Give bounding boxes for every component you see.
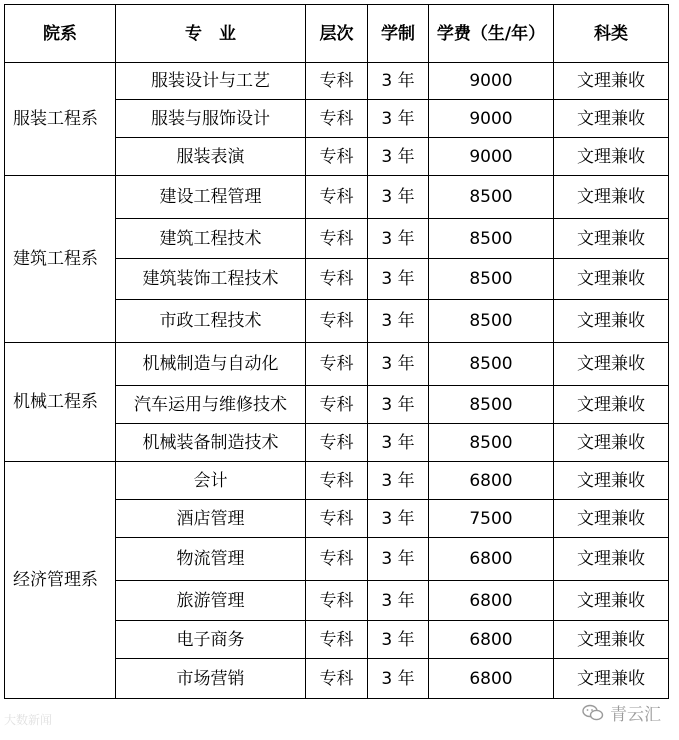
duration-cell: 3 年	[368, 259, 429, 300]
duration-cell: 3 年	[368, 424, 429, 462]
category-cell: 文理兼收	[554, 500, 669, 538]
header-duration: 学制	[368, 5, 429, 63]
level-cell: 专科	[306, 343, 368, 386]
tuition-cell: 6800	[429, 621, 554, 659]
category-cell: 文理兼收	[554, 63, 669, 100]
category-cell: 文理兼收	[554, 386, 669, 424]
category-cell: 文理兼收	[554, 100, 669, 138]
table-row	[5, 462, 669, 500]
major-cell: 机械制造与自动化	[116, 343, 306, 386]
level-cell: 专科	[306, 176, 368, 219]
category-cell: 文理兼收	[554, 138, 669, 176]
major-cell: 电子商务	[116, 621, 306, 659]
duration-cell: 3 年	[368, 386, 429, 424]
category-cell: 文理兼收	[554, 462, 669, 500]
header-level: 层次	[306, 5, 368, 63]
major-cell: 市政工程技术	[116, 300, 306, 343]
watermark-left: 大数新闻	[4, 713, 53, 727]
tuition-cell: 8500	[429, 424, 554, 462]
tuition-cell: 8500	[429, 386, 554, 424]
category-cell: 文理兼收	[554, 300, 669, 343]
category-cell: 文理兼收	[554, 581, 669, 621]
major-cell: 旅游管理	[116, 581, 306, 621]
duration-cell: 3 年	[368, 462, 429, 500]
tuition-cell: 8500	[429, 300, 554, 343]
category-cell: 文理兼收	[554, 538, 669, 581]
level-cell: 专科	[306, 300, 368, 343]
major-cell: 物流管理	[116, 538, 306, 581]
duration-cell: 3 年	[368, 176, 429, 219]
tuition-cell: 8500	[429, 176, 554, 219]
tuition-table	[4, 4, 669, 699]
major-cell: 汽车运用与维修技术	[116, 386, 306, 424]
table-body	[5, 63, 669, 699]
major-cell: 机械装备制造技术	[116, 424, 306, 462]
level-cell: 专科	[306, 621, 368, 659]
major-cell: 服装设计与工艺	[116, 63, 306, 100]
watermark-right	[582, 700, 661, 725]
duration-cell: 3 年	[368, 300, 429, 343]
duration-cell: 3 年	[368, 138, 429, 176]
header-department: 院系	[5, 5, 116, 63]
category-cell: 文理兼收	[554, 424, 669, 462]
duration-cell: 3 年	[368, 500, 429, 538]
major-cell: 建筑装饰工程技术	[116, 259, 306, 300]
category-cell: 文理兼收	[554, 259, 669, 300]
header-major: 专 业	[116, 5, 306, 63]
header-category: 科类	[554, 5, 669, 63]
category-cell: 文理兼收	[554, 659, 669, 699]
table-row	[5, 63, 669, 100]
level-cell: 专科	[306, 500, 368, 538]
level-cell: 专科	[306, 386, 368, 424]
duration-cell: 3 年	[368, 581, 429, 621]
table-row	[5, 343, 669, 386]
department-cell: 服装工程系	[5, 63, 116, 176]
major-cell: 服装与服饰设计	[116, 100, 306, 138]
level-cell: 专科	[306, 462, 368, 500]
watermark-right-text: 青云汇	[610, 705, 661, 725]
tuition-cell: 9000	[429, 63, 554, 100]
duration-cell: 3 年	[368, 219, 429, 259]
tuition-cell: 6800	[429, 659, 554, 699]
tuition-cell: 9000	[429, 138, 554, 176]
level-cell: 专科	[306, 138, 368, 176]
tuition-cell: 9000	[429, 100, 554, 138]
level-cell: 专科	[306, 259, 368, 300]
level-cell: 专科	[306, 100, 368, 138]
tuition-cell: 6800	[429, 538, 554, 581]
category-cell: 文理兼收	[554, 621, 669, 659]
department-cell: 建筑工程系	[5, 176, 116, 343]
level-cell: 专科	[306, 659, 368, 699]
duration-cell: 3 年	[368, 659, 429, 699]
level-cell: 专科	[306, 538, 368, 581]
department-cell: 经济管理系	[5, 462, 116, 699]
tuition-cell: 8500	[429, 219, 554, 259]
level-cell: 专科	[306, 581, 368, 621]
major-cell: 建筑工程技术	[116, 219, 306, 259]
duration-cell: 3 年	[368, 621, 429, 659]
duration-cell: 3 年	[368, 538, 429, 581]
header-tuition: 学费（生/年）	[429, 5, 554, 63]
major-cell: 酒店管理	[116, 500, 306, 538]
level-cell: 专科	[306, 424, 368, 462]
category-cell: 文理兼收	[554, 219, 669, 259]
tuition-cell: 8500	[429, 259, 554, 300]
tuition-cell: 6800	[429, 462, 554, 500]
wechat-icon	[582, 704, 604, 722]
major-cell: 服装表演	[116, 138, 306, 176]
major-cell: 会计	[116, 462, 306, 500]
tuition-cell: 8500	[429, 343, 554, 386]
header-row	[5, 5, 669, 63]
level-cell: 专科	[306, 63, 368, 100]
tuition-cell: 6800	[429, 581, 554, 621]
duration-cell: 3 年	[368, 343, 429, 386]
category-cell: 文理兼收	[554, 343, 669, 386]
tuition-cell: 7500	[429, 500, 554, 538]
level-cell: 专科	[306, 219, 368, 259]
major-cell: 市场营销	[116, 659, 306, 699]
major-cell: 建设工程管理	[116, 176, 306, 219]
department-cell: 机械工程系	[5, 343, 116, 462]
category-cell: 文理兼收	[554, 176, 669, 219]
duration-cell: 3 年	[368, 63, 429, 100]
duration-cell: 3 年	[368, 100, 429, 138]
table-row	[5, 176, 669, 219]
